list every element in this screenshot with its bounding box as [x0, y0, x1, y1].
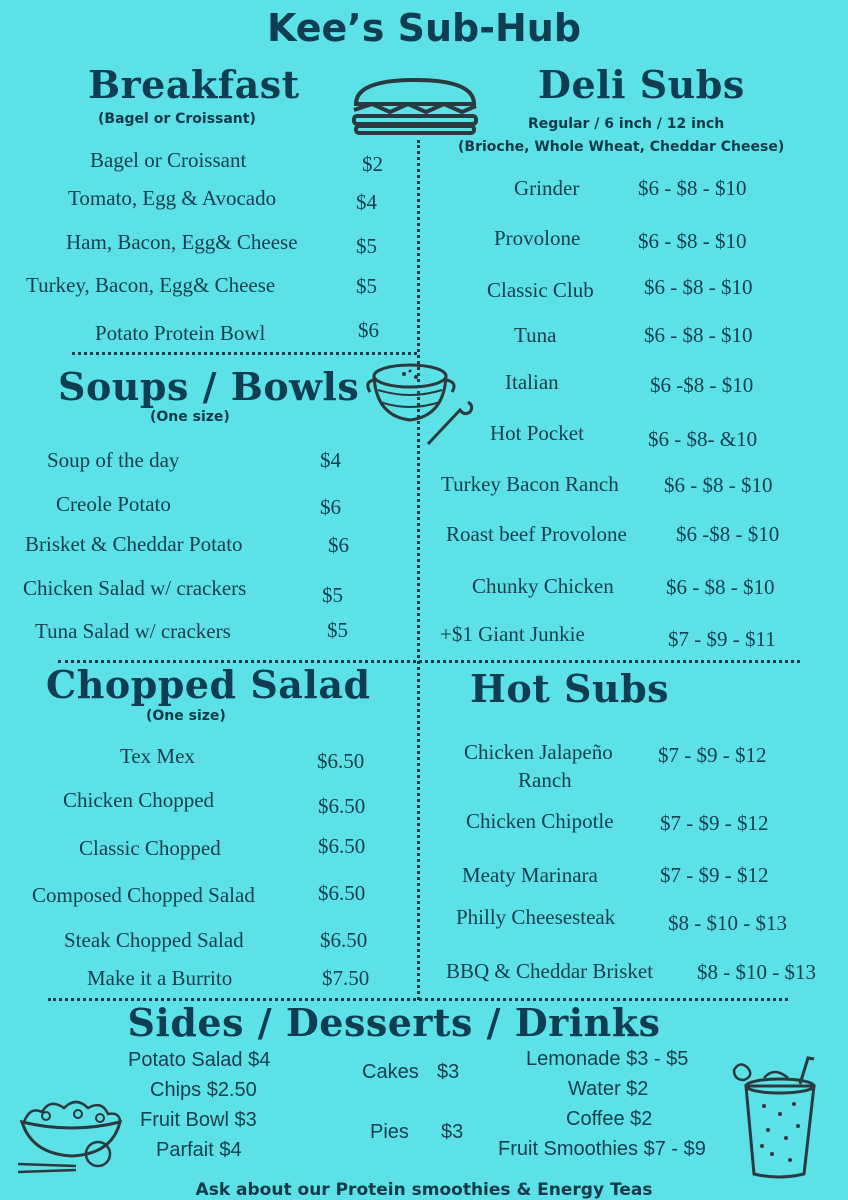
- menu-item-name: +$1 Giant Junkie: [440, 622, 585, 646]
- soup-bowl-icon: [364, 358, 474, 452]
- menu-item-name: Tomato, Egg & Avocado: [68, 186, 277, 210]
- menu-item-price: $2: [362, 152, 383, 176]
- menu-item-price: $5: [327, 618, 348, 642]
- menu-item-name: Philly Cheesesteak: [456, 905, 616, 929]
- dessert-price: $3: [437, 1061, 460, 1083]
- menu-item-name: Grinder: [514, 176, 580, 200]
- menu-item-name: Meaty Marinara: [462, 863, 598, 887]
- menu-item-name: Roast beef Provolone: [446, 522, 627, 546]
- menu-item-name: Chicken Jalapeño: [464, 740, 613, 764]
- menu-item-name: Hot Pocket: [490, 421, 584, 445]
- dessert-name: Cakes: [362, 1061, 419, 1083]
- menu-item-name: Soup of the day: [47, 448, 180, 472]
- menu-item-price: $6.50: [318, 834, 366, 858]
- menu-item-price: $5: [356, 274, 377, 298]
- drink-item: Coffee $2: [566, 1108, 653, 1130]
- side-item: Potato Salad $4: [128, 1049, 271, 1071]
- menu-item-price: $6 - $8 - $10: [666, 575, 775, 599]
- menu-item-price: $8 - $10 - $13: [668, 911, 787, 935]
- salad-bowl-icon: [16, 1092, 128, 1176]
- menu-item-name: Italian: [505, 370, 559, 394]
- menu-item-name: Brisket & Cheddar Potato: [25, 532, 243, 556]
- menu-item-price: $6: [328, 533, 349, 557]
- drink-item: Water $2: [568, 1078, 649, 1100]
- menu-item-price: $6.50: [317, 749, 365, 773]
- menu-item-name: Steak Chopped Salad: [64, 928, 244, 952]
- sandwich-icon: [350, 76, 480, 136]
- menu-item-name: Chicken Chipotle: [466, 809, 614, 833]
- menu-item-name: Chunky Chicken: [472, 574, 614, 598]
- menu-item-price: $6 - $8 - $10: [644, 323, 753, 347]
- drink-item: Lemonade $3 - $5: [526, 1048, 689, 1070]
- menu-item-price: $5: [322, 583, 343, 607]
- page-title: Kee’s Sub-Hub: [266, 6, 582, 50]
- menu-item-name: Classic Club: [487, 278, 594, 302]
- menu-item-price: $6 - $8- &10: [648, 427, 758, 451]
- breakfast-heading: Breakfast: [88, 62, 300, 107]
- soups-note: (One size): [150, 409, 230, 425]
- drink-item: Fruit Smoothies $7 - $9: [498, 1138, 706, 1160]
- hot-heading: Hot Subs: [470, 666, 670, 711]
- side-item: Parfait $4: [156, 1139, 242, 1161]
- soups-heading: Soups / Bowls: [58, 364, 360, 409]
- salad-note: (One size): [146, 708, 226, 724]
- menu-item-price: $4: [356, 190, 377, 214]
- menu-item-price: $6 -$8 - $10: [650, 373, 754, 397]
- menu-item-price: $6.50: [318, 881, 366, 905]
- menu-item-name: Bagel or Croissant: [90, 148, 247, 172]
- menu-item-price: $6 - $8 - $10: [638, 229, 747, 253]
- menu-item-name: Turkey Bacon Ranch: [441, 472, 619, 496]
- menu-item-price: $6 -$8 - $10: [676, 522, 780, 546]
- deli-sizes-note: Regular / 6 inch / 12 inch: [528, 116, 725, 132]
- menu-item-name: Tuna Salad w/ crackers: [35, 619, 231, 643]
- menu-item-price: $7 - $9 - $12: [658, 743, 767, 767]
- footer-note: Ask about our Protein smoothies & Energy Teas: [195, 1180, 653, 1200]
- menu-item-price: $6 - $8 - $10: [644, 275, 753, 299]
- menu-item-name-line2: Ranch: [518, 768, 572, 792]
- menu-item-name: Creole Potato: [56, 492, 171, 516]
- side-item: Fruit Bowl $3: [140, 1109, 257, 1131]
- menu-item-name: Potato Protein Bowl: [95, 321, 266, 345]
- side-item: Chips $2.50: [150, 1079, 257, 1101]
- menu-item-price: $5: [356, 234, 377, 258]
- menu-item-price: $4: [320, 448, 341, 472]
- menu-item-name: Turkey, Bacon, Egg& Cheese: [26, 273, 276, 297]
- salad-heading: Chopped Salad: [46, 662, 371, 707]
- menu-item-name: Make it a Burrito: [87, 966, 233, 990]
- menu-item-price: $7 - $9 - $11: [668, 627, 776, 651]
- menu-item-price: $6.50: [318, 794, 366, 818]
- menu-item-name: BBQ & Cheddar Brisket: [446, 959, 654, 983]
- dessert-price: $3: [441, 1121, 464, 1143]
- sides-heading: Sides / Desserts / Drinks: [127, 1000, 661, 1045]
- menu-item-price: $6.50: [320, 928, 368, 952]
- breakfast-note: (Bagel or Croissant): [98, 111, 256, 127]
- menu-item-name: Ham, Bacon, Egg& Cheese: [66, 230, 298, 254]
- menu-item-name: Chicken Chopped: [63, 788, 215, 812]
- menu-item-name: Tuna: [514, 323, 557, 347]
- menu-item-price: $8 - $10 - $13: [697, 960, 816, 984]
- menu-item-name: Provolone: [494, 226, 581, 250]
- menu-item-name: Classic Chopped: [79, 836, 221, 860]
- center-divider: [417, 140, 420, 1000]
- breakfast-divider: [72, 352, 417, 355]
- menu-item-price: $7 - $9 - $12: [660, 863, 769, 887]
- menu-item-price: $6 - $8 - $10: [638, 176, 747, 200]
- deli-bread-note: (Brioche, Whole Wheat, Cheddar Cheese): [458, 139, 785, 155]
- menu-item-price: $7 - $9 - $12: [660, 811, 769, 835]
- dessert-name: Pies: [370, 1121, 409, 1143]
- smoothie-glass-icon: [728, 1056, 828, 1180]
- menu-item-price: $6 - $8 - $10: [664, 473, 773, 497]
- menu-item-price: $7.50: [322, 966, 370, 990]
- menu-item-name: Composed Chopped Salad: [32, 883, 255, 907]
- menu-item-price: $6: [358, 318, 379, 342]
- deli-heading: Deli Subs: [538, 62, 745, 107]
- menu-item-price: $6: [320, 495, 341, 519]
- menu-item-name: Chicken Salad w/ crackers: [23, 576, 247, 600]
- menu-item-name: Tex Mex: [120, 744, 195, 768]
